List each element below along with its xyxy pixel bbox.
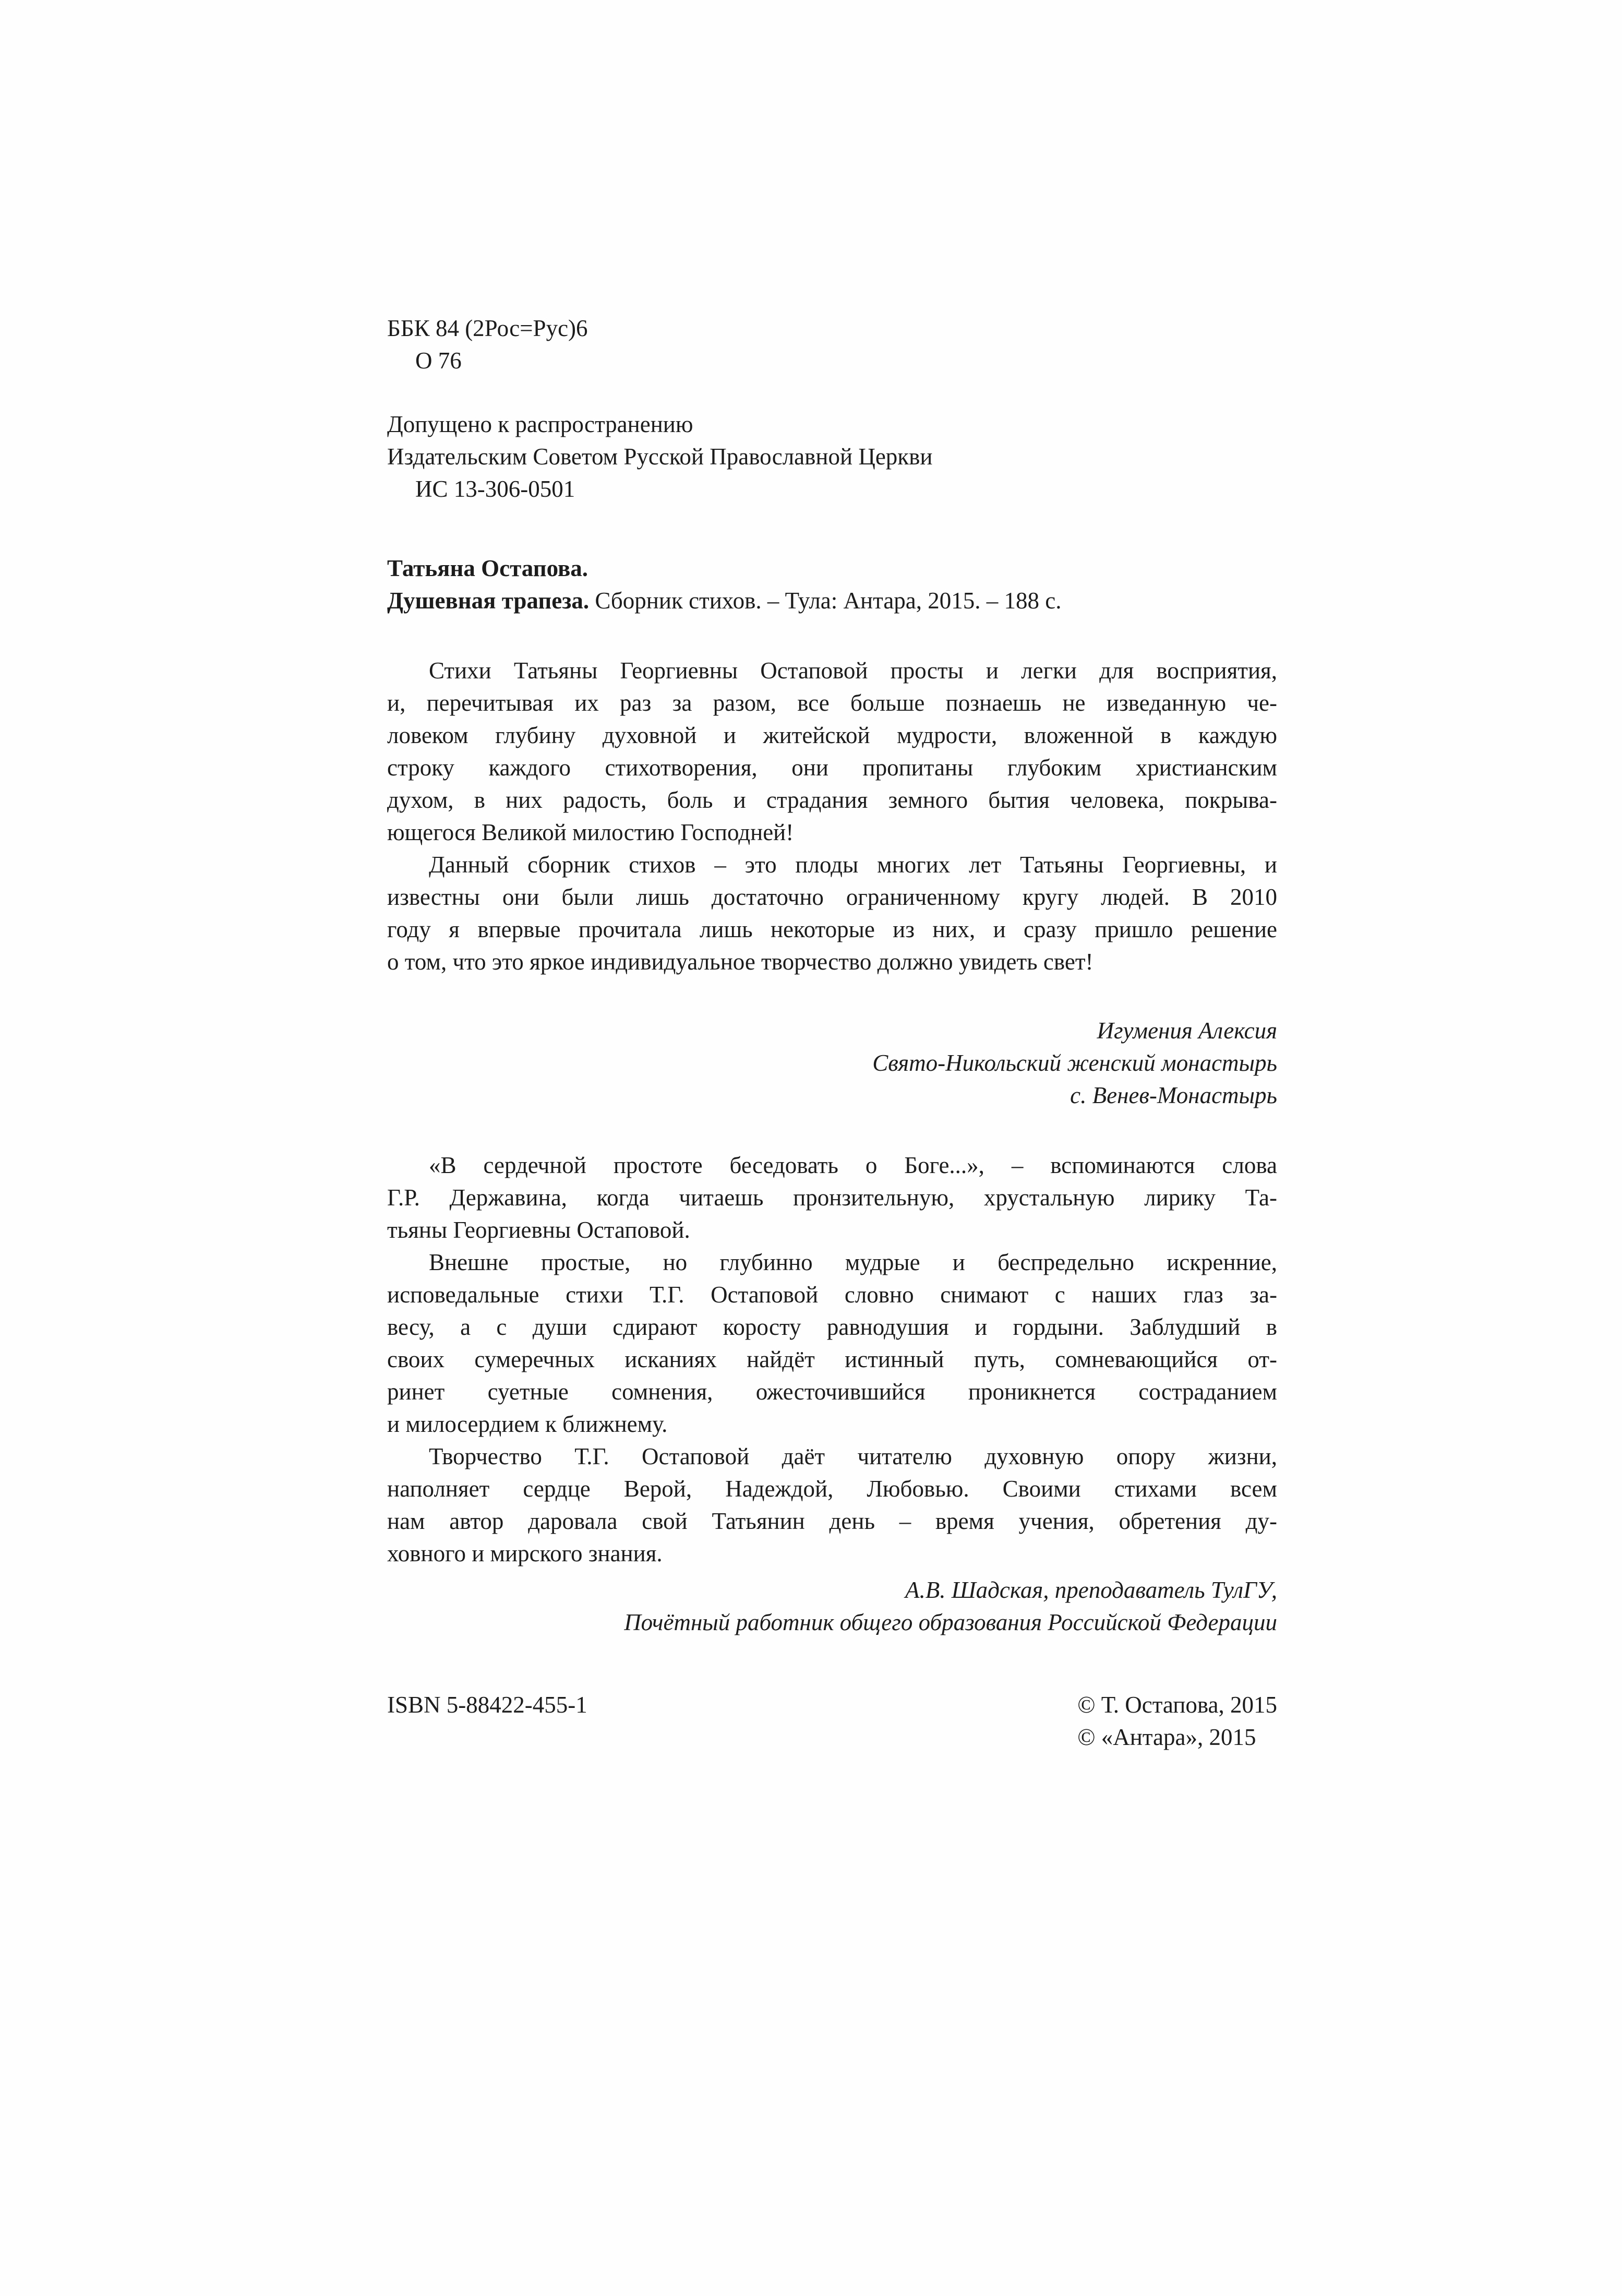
copyright-line: © Т. Остапова, 2015 <box>1077 1692 1277 1718</box>
author-sign-code: О 76 <box>415 348 462 374</box>
text-line: весу, а с души сдирают коросту равнодушия и гордыни. Заблудший в <box>387 1314 1277 1340</box>
bbk-block <box>387 312 1277 377</box>
bibliographic-entry <box>387 552 1277 617</box>
text-line: Стихи Татьяны Георгиевны Остаповой просты и легки для восприятия, <box>429 657 1277 684</box>
text-line: строку каждого стихотворения, они пропитаны глубоким христианским <box>387 755 1277 781</box>
book-title: Душевная трапеза. <box>387 588 590 614</box>
text-line: ловеком глубину духовной и житейской мудрости, вложенной в каждую <box>387 722 1277 748</box>
text-line: наполняет сердце Верой, Надеждой, Любовью. Своими стихами всем <box>387 1476 1277 1502</box>
text-line: Игумения Алексия <box>1097 1018 1277 1044</box>
signature-block-shadskaya <box>387 1574 1277 1639</box>
approval-line: Допущено к распространению <box>387 411 693 437</box>
isbn: ISBN 5-88422-455-1 <box>387 1692 587 1718</box>
text-line: с. Венев-Монастырь <box>1070 1082 1277 1108</box>
review-paragraph <box>387 1149 1277 1246</box>
text-line: нам автор даровала свой Татьянин день – время учения, обретения ду- <box>387 1508 1277 1534</box>
approval-line: Издательским Советом Русской Православной Церкви <box>387 444 933 470</box>
page-content <box>387 312 1277 1753</box>
text-line: А.В. Шадская, преподаватель ТулГУ, <box>905 1577 1277 1603</box>
bbk-code: ББК 84 (2Рос=Рус)6 <box>387 315 588 341</box>
text-line: «В сердечной простоте беседовать о Боге...», – вспоминаются слова <box>429 1152 1277 1178</box>
review-paragraph <box>387 1246 1277 1440</box>
annotation-paragraph <box>387 848 1277 978</box>
text-line: тьяны Георгиевны Остаповой. <box>387 1217 690 1243</box>
footer-row <box>387 1689 1277 1753</box>
text-line: исповедальные стихи Т.Г. Остаповой словно снимают с наших глаз за- <box>387 1282 1277 1308</box>
book-title-details: Сборник стихов. – Тула: Антара, 2015. – 188 с. <box>589 588 1062 614</box>
text-line: о том, что это яркое индивидуальное творчество должно увидеть свет! <box>387 949 1094 975</box>
text-line: Свято-Никольский женский монастырь <box>872 1050 1277 1076</box>
text-line: Внешне простые, но глубинно мудрые и беспредельно искренние, <box>429 1249 1277 1275</box>
text-line: ринет суетные сомнения, ожесточившийся проникнется состраданием <box>387 1379 1277 1405</box>
text-line: Данный сборник стихов – это плоды многих лет Татьяны Георгиевны, и <box>429 852 1277 878</box>
text-line: Творчество Т.Г. Остаповой даёт читателю духовную опору жизни, <box>429 1443 1277 1469</box>
text-line: ховного и мирского знания. <box>387 1540 663 1566</box>
signature-block-igumenia <box>387 1014 1277 1111</box>
text-line: духом, в них радость, боль и страдания земного бытия человека, покрыва- <box>387 787 1277 813</box>
annotation-paragraph <box>387 654 1277 848</box>
text-line: Почётный работник общего образования Российской Федерации <box>624 1609 1277 1635</box>
text-line: и милосердием к ближнему. <box>387 1411 668 1437</box>
text-line: году я впервые прочитала лишь некоторые из них, и сразу пришло решение <box>387 916 1277 942</box>
text-line: Г.Р. Державина, когда читаешь пронзительную, хрустальную лирику Та- <box>387 1185 1277 1211</box>
text-line: известны они были лишь достаточно ограниченному кругу людей. В 2010 <box>387 884 1277 910</box>
text-line: ющегося Великой милостию Господней! <box>387 819 794 845</box>
copyright-block <box>1077 1689 1277 1753</box>
review-paragraph <box>387 1440 1277 1570</box>
text-line: своих сумеречных исканиях найдёт истинный путь, сомневающийся от- <box>387 1346 1277 1372</box>
approval-number: ИС 13-306-0501 <box>415 476 575 502</box>
copyright-line: © «Антара», 2015 <box>1077 1724 1256 1750</box>
approval-block <box>387 408 1277 505</box>
book-title-line <box>387 584 1277 617</box>
text-line: и, перечитывая их раз за разом, все больше познаешь не изведанную че- <box>387 690 1277 716</box>
book-author: Татьяна Остапова. <box>387 555 588 581</box>
